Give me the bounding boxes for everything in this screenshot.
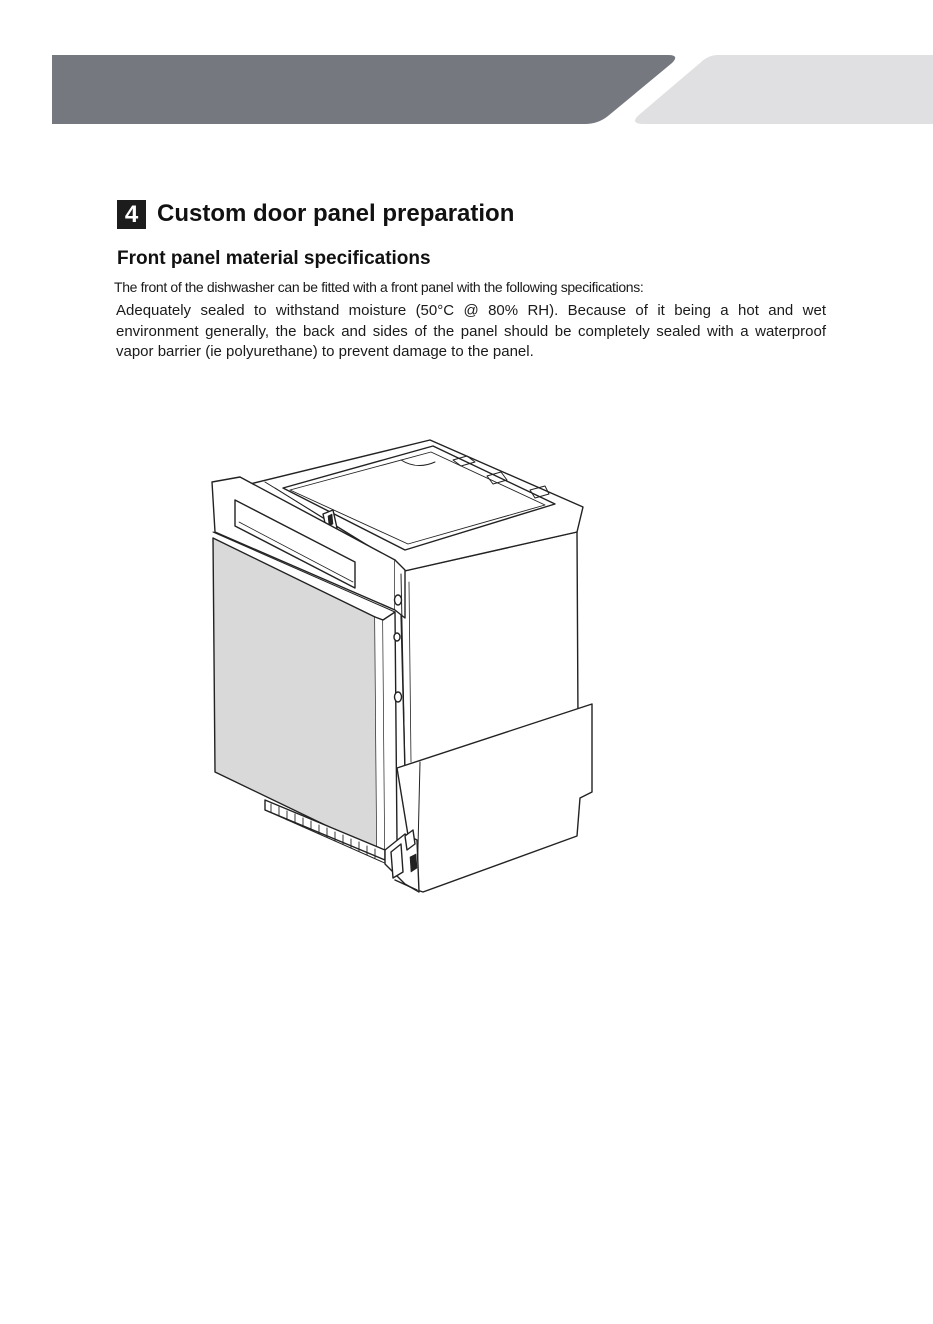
section-number: 4 bbox=[117, 200, 146, 229]
section-heading bbox=[117, 198, 514, 230]
header-banner-light bbox=[635, 55, 933, 124]
intro-paragraph: The front of the dishwasher can be fitted with a front panel with the following specifications: bbox=[114, 279, 644, 295]
dishwasher-icon bbox=[205, 432, 600, 900]
header-banner bbox=[0, 0, 933, 140]
body-paragraph: Adequately sealed to withstand moisture (50°C @ 80% RH). Because of it being a hot and wet environment generally, the back and sides of the panel should be completely sealed with a waterproof vapor barrier (ie polyurethane) to prevent damage to the panel. bbox=[116, 302, 826, 360]
header-banner-dark bbox=[52, 55, 675, 124]
section-title: Custom door panel preparation bbox=[157, 200, 515, 227]
subsection-title: Front panel material specifications bbox=[117, 248, 431, 269]
